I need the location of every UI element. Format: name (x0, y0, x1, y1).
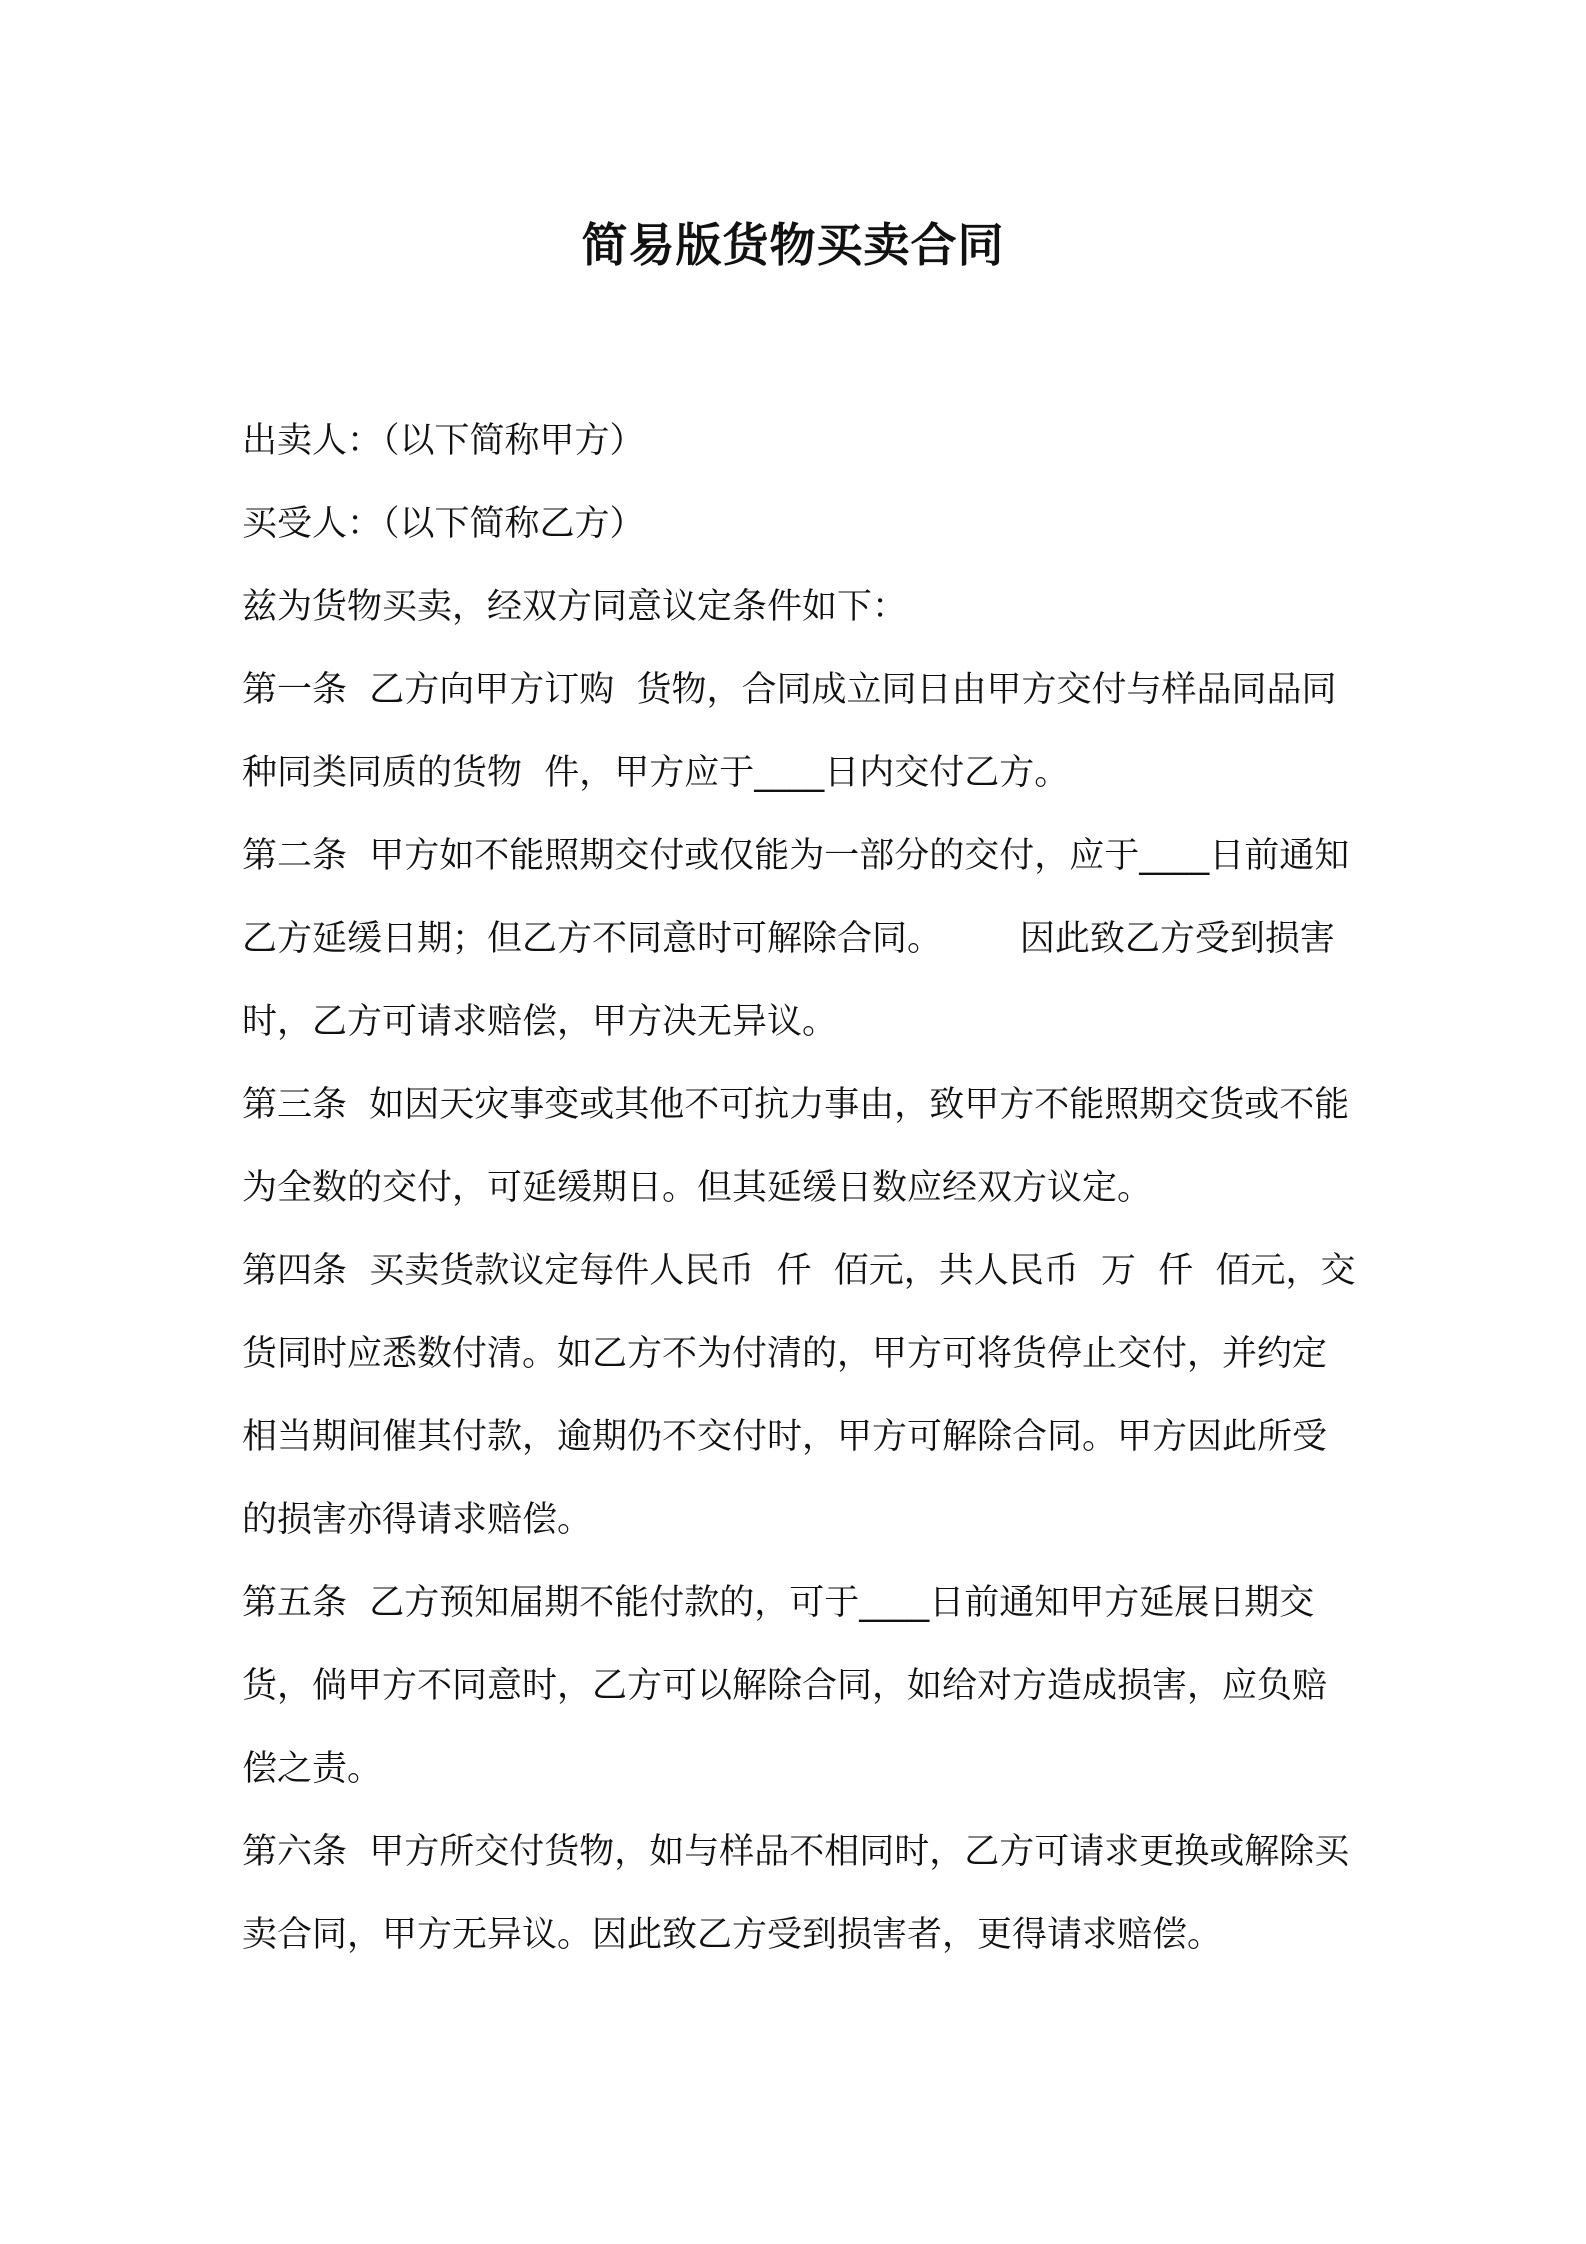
article-3: 第三条 如因天灾事变或其他不可抗力事由，致甲方不能照期交货或不能为全数的交付，可延缓期日。但其延缓日数应经双方议定。 (242, 1085, 1350, 1208)
article-2: 第二条 甲方如不能照期交付或仅能为一部分的交付，应于____日前通知乙方延缓日期；但乙方不同意时可解除合同。 因此致乙方受到损害时，乙方可请求赔偿，甲方决无异议。 (242, 836, 1350, 1042)
article-6: 第六条 甲方所交付货物，如与样品不相同时，乙方可请求更换或解除买卖合同，甲方无异议。因此致乙方受到损害者，更得请求赔偿。 (242, 1832, 1350, 1955)
document-title: 简易版货物买卖合同 (581, 218, 1005, 272)
article-5: 第五条 乙方预知届期不能付款的，可于____日前通知甲方延展日期交货，倘甲方不同意时，乙方可以解除合同，如给对方造成损害，应负赔偿之责。 (242, 1583, 1328, 1789)
document-body (242, 400, 1357, 1977)
article-4: 第四条 买卖货款议定每件人民币 仟 佰元，共人民币 万 仟 佰元，交货同时应悉数付清。如乙方不为付清的，甲方可将货停止交付，并约定相当期间催其付款，逾期仍不交付时，甲方可解除合同。甲方因此所受的损害亦得请求赔偿。 (242, 1251, 1356, 1540)
buyer-line: 买受人：（以下简称乙方） (242, 504, 645, 544)
article-1: 第一条 乙方向甲方订购 货物，合同成立同日由甲方交付与样品同品同种同类同质的货物 件，甲方应于____日内交付乙方。 (242, 670, 1337, 793)
seller-line: 出卖人：（以下简称甲方） (242, 421, 645, 461)
preamble-line: 兹为货物买卖，经双方同意议定条件如下： (242, 587, 908, 627)
